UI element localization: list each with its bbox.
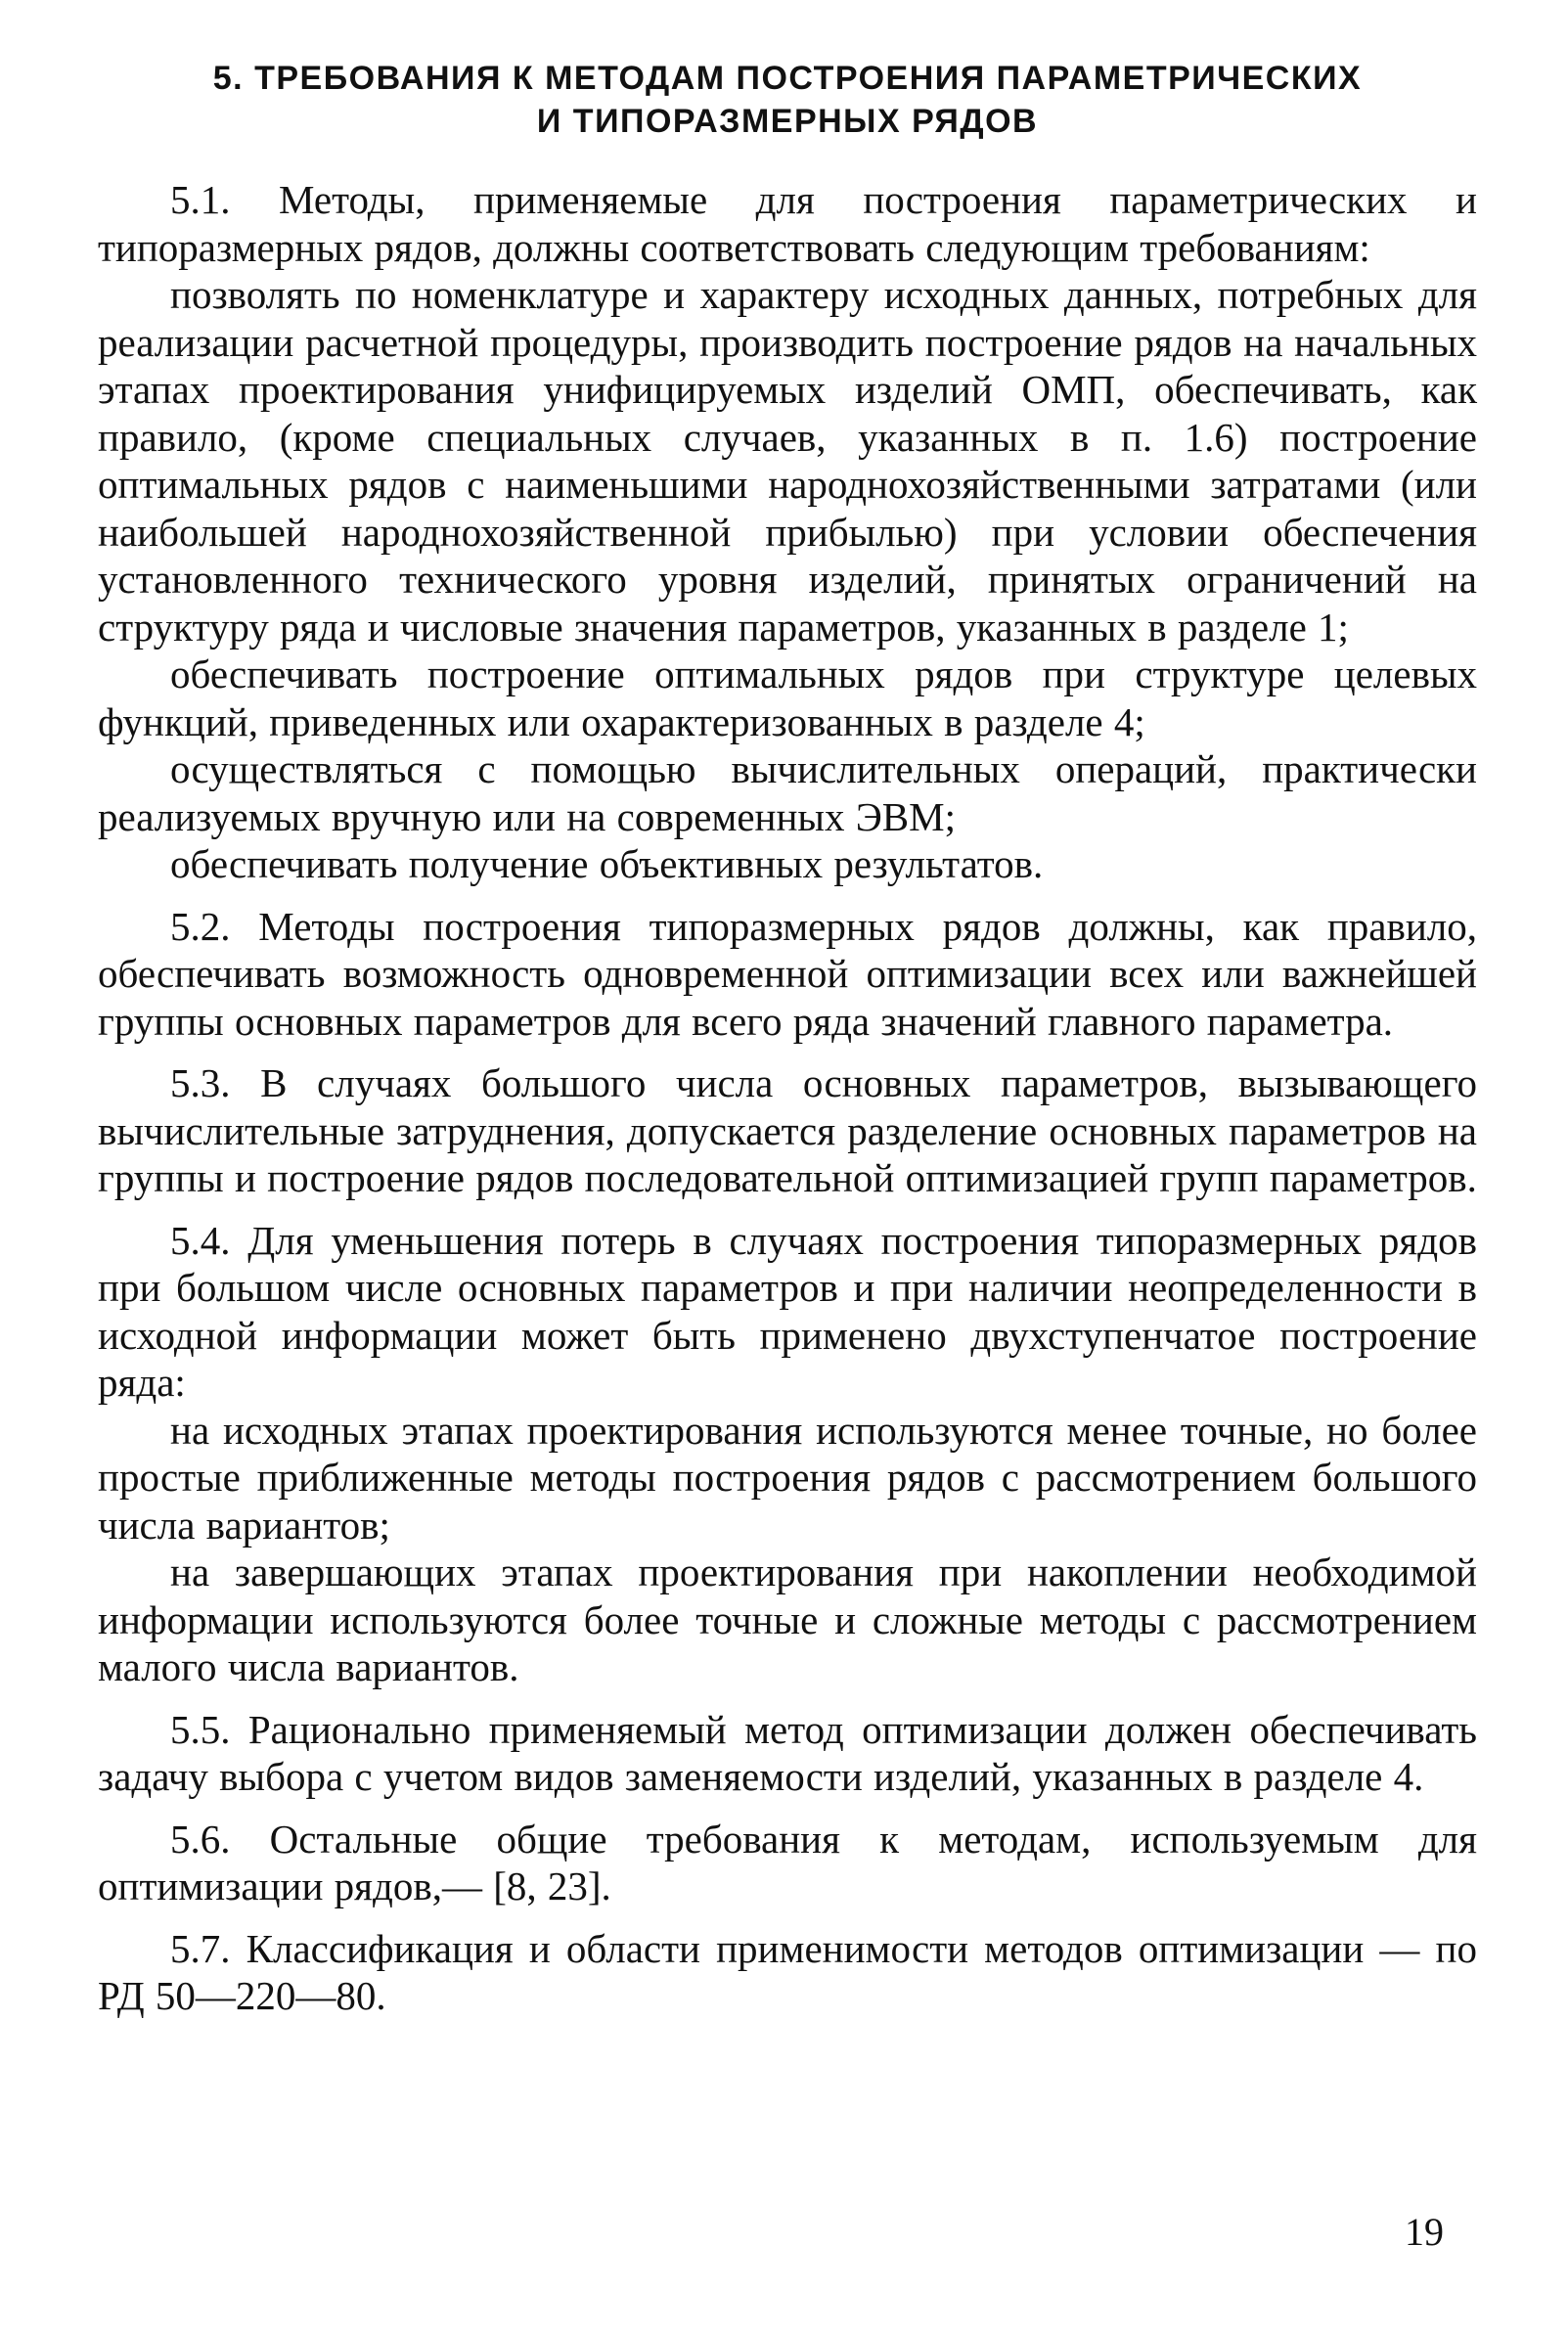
paragraph-5-6: 5.6. Остальные общие требования к методам, используемым для оптимизации рядов,— [8, 23]. [98, 1816, 1477, 1908]
document-page [98, 57, 1477, 2020]
requirement-objective-results: обеспечивать получение объективных результатов. [170, 841, 1044, 886]
requirement-target-functions: обеспечивать построение оптимальных рядов при структуре целевых функций, приведенных или охарактеризованных в разделе 4; [98, 651, 1477, 744]
section-heading [98, 57, 1477, 143]
paragraph-5-5: 5.5. Рационально применяемый метод оптимизации должен обеспечивать задачу выбора с учетом видов заменяемости изделий, указанных в разделе 4. [98, 1706, 1477, 1799]
paragraph-5-1: 5.1. Методы, применяемые для построения параметрических и типоразмерных рядов, должны соответствовать следующим требованиям: [98, 177, 1477, 270]
page-number: 19 [1405, 2210, 1444, 2254]
section-heading-line-2: И ТИПОРАЗМЕРНЫХ РЯДОВ [536, 103, 1039, 140]
stage-final-design: на завершающих этапах проектирования при накоплении необходимой информации используются более точные и сложные методы с рассмотрением малого числа вариантов. [98, 1549, 1477, 1689]
paragraph-5-4: 5.4. Для уменьшения потерь в случаях построения типоразмерных рядов при большом числе основных параметров и при наличии неопределенности в исходной информации может быть применено двухступенчатое построение ряда: [98, 1217, 1477, 1405]
paragraph-5-2: 5.2. Методы построения типоразмерных рядов должны, как правило, обеспечивать возможность одновременной оптимизации всех или важнейшей группы основных параметров для всего ряда значений главного параметра. [98, 903, 1477, 1044]
stage-initial-design: на исходных этапах проектирования используются менее точные, но более простые приближенные методы построения рядов с рассмотрением большого числа вариантов; [98, 1407, 1477, 1548]
requirement-nomenclature: позволять по номенклатуре и характеру исходных данных, потребных для реализации расчетной процедуры, производить построение рядов на начальных этапах проектирования унифицируемых изделий ОМП, обеспечивать, как правило, (кроме специальных случаев, указанных в п. 1.6) построение оптимальных рядов с наименьшими народнохозяйственными затратами (или наибольшей народнохозяйственной прибылью) при условии обеспечения установленного технического уровня изделий, принятых ограничений на структуру ряда и числовые значения параметров, указанных в разделе 1; [98, 272, 1477, 650]
section-heading-line-1: 5. ТРЕБОВАНИЯ К МЕТОДАМ ПОСТРОЕНИЯ ПАРАМЕТРИЧЕСКИХ [212, 60, 1363, 97]
paragraph-5-3: 5.3. В случаях большого числа основных параметров, вызывающего вычислительные затруднения, допускается разделение основных параметров на группы и построение рядов последовательной оптимизацией групп параметров. [98, 1060, 1477, 1200]
requirement-computations: осуществляться с помощью вычислительных операций, практически реализуемых вручную или на современных ЭВМ; [98, 746, 1477, 839]
paragraph-5-7: 5.7. Классификация и области применимости методов оптимизации — по РД 50—220—80. [98, 1925, 1477, 2018]
